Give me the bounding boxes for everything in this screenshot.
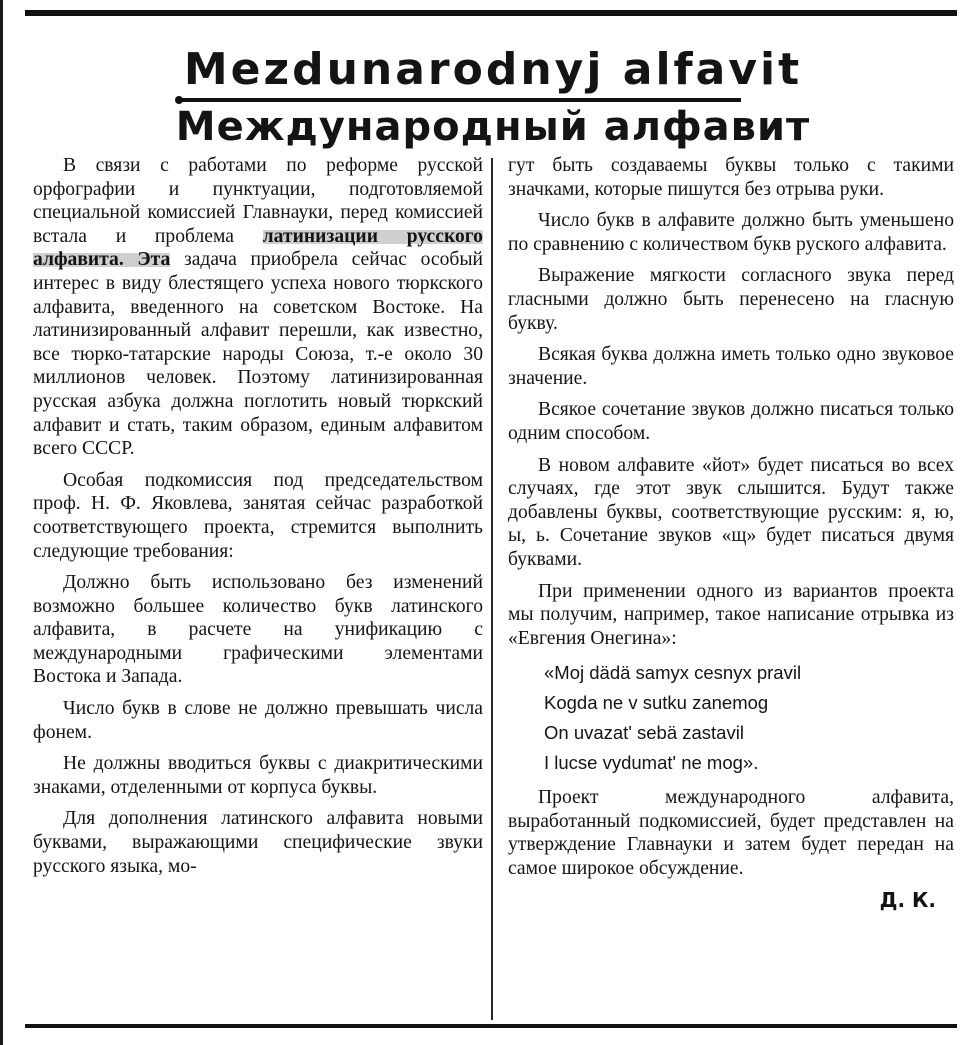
title-latin: Mezdunarodnyj alfavit <box>183 44 803 95</box>
paragraph: Выражение мягкости согласного звука перед гласными должно быть перенесено на гласную букву. <box>508 265 954 334</box>
verse-line: «Moj dädä samyx cesnyx pravil <box>544 662 802 684</box>
paragraph: Число букв в слове не должно превышать числа фонем. <box>33 698 483 743</box>
paragraph: При применении одного из вариантов проекта мы получим, например, такое написание отрывка из «Евгения Онегина»: <box>508 580 954 649</box>
onegin-verse <box>508 658 954 778</box>
paragraph: Должно быть использовано без изменений возможно большее количество букв латинского алфавита, в расчете на унификацию с международными графическими элементами Востока и Запада. <box>33 572 483 688</box>
paragraph: Всякая буква должна иметь только одно звуковое значение. <box>508 344 954 389</box>
paragraph: Для дополнения латинского алфавита новыми буквами, выражающими специфические звуки русского языка, мо- <box>33 808 483 877</box>
author-signature: Д. К. <box>879 887 936 912</box>
paragraph-closing: Проект международного алфавита, выработанный подкомиссией, будет представлен на утверждение Главнауки и затем будет передан на самое широкое обсуждение. <box>508 787 954 880</box>
paragraph-intro: В связи с работами по реформе русской орфографии и пунктуации, подготовляемой специальной комиссией Главнауки, перед комиссией встала и проблема латинизации русского алфавита. Эта задача приобрела сейчас особый интерес в виду блестящего успеха нового тюркского алфавита, введенного на советском Востоке. На латинизированный алфавит перешли, как известно, все тюрко-татарские народы Союза, т.-е около 30 миллионов человек. Поэтому латинизированная русская азбука должна поглотить новый тюркский алфавит и стать, таким образом, единым алфавитом всего СССР. <box>33 155 483 460</box>
verse-line: Kogda ne v sutku zanemog <box>544 692 769 714</box>
paragraph: гут быть создаваемы буквы только с такими значками, которые пишутся без отрыва руки. <box>508 155 954 200</box>
highlighted-phrase: латинизации русского алфавита. Эта <box>33 225 483 271</box>
paragraph: Всякое сочетание звуков должно писаться только одним способом. <box>508 399 954 444</box>
right-column <box>508 154 954 912</box>
paragraph: Число букв в алфавите должно быть уменьшено по сравнению с количеством букв руского алфавита. <box>508 210 954 255</box>
title-cyrillic: Международный алфавит <box>175 104 811 150</box>
left-column <box>33 154 483 886</box>
paragraph: В новом алфавите «йот» будет писаться во всех случаях, где этот звук слышится. Будут также добавлены буквы, соответствующие русским: я, ю, ы, ь. Сочетание звуков «щ» будет писаться двумя буквами. <box>508 454 954 570</box>
paragraph: Не должны вводиться буквы с диакритическими знаками, отделенными от корпуса буквы. <box>33 753 483 798</box>
paragraph: Особая подкомиссия под председательством проф. Н. Ф. Яковлева, занятая сейчас разработкой соответствующего проекта, стремится выполнить следующие требования: <box>33 469 483 562</box>
bottom-rule <box>25 1024 957 1028</box>
top-rule <box>25 10 957 16</box>
verse-line: On uvazat' sebä zastavil <box>544 722 744 744</box>
verse-line: I lucse vydumat' ne mog». <box>544 752 759 774</box>
column-divider <box>491 158 493 1020</box>
